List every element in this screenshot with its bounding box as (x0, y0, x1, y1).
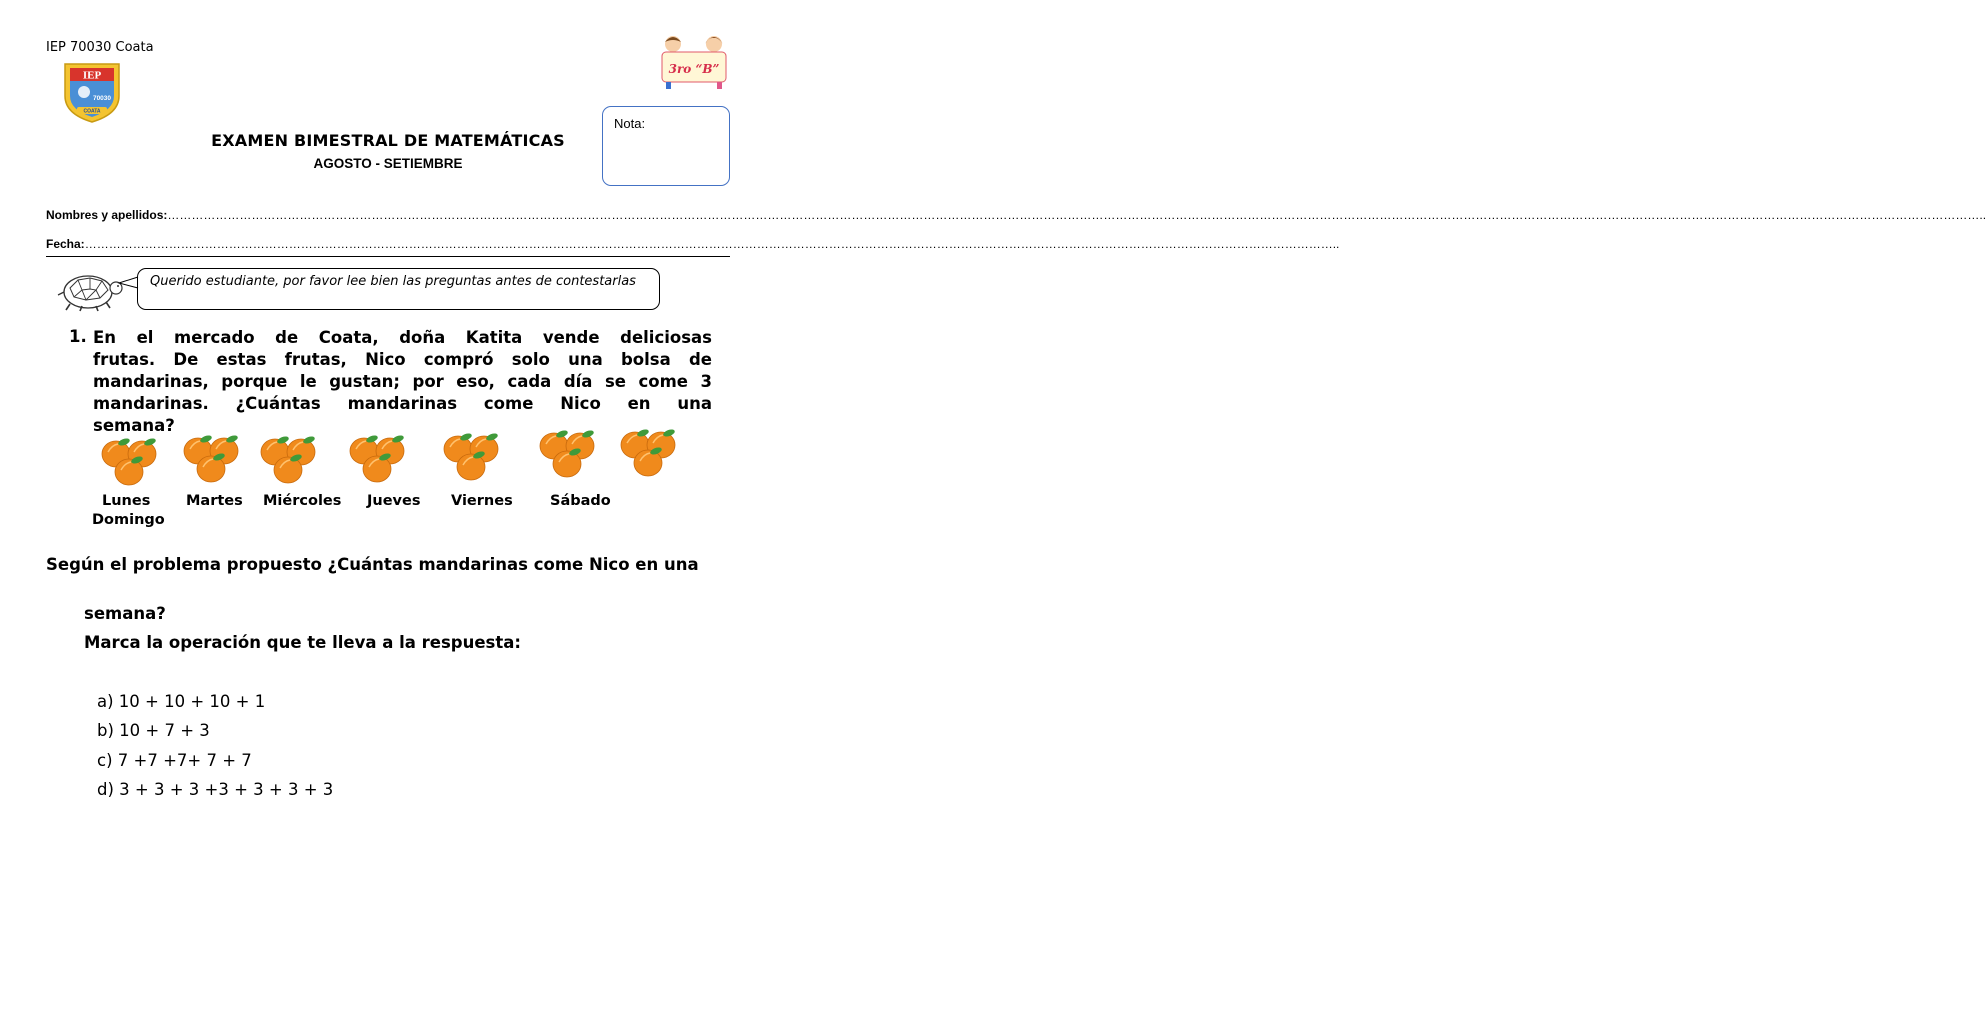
question-line-1: En el mercado de Coata, doña Katita vende deliciosas (93, 328, 712, 347)
day-label-wednesday: Miércoles (263, 493, 342, 509)
option-d[interactable]: d) 3 + 3 + 3 +3 + 3 + 3 + 3 (97, 780, 334, 799)
prompt-line-3: Marca la operación que te lleva a la respuesta: (84, 633, 521, 652)
speech-bubble (137, 268, 660, 310)
question-line-4: mandarinas. ¿Cuántas mandarinas come Nico en una (93, 394, 712, 413)
option-c[interactable]: c) 7 +7 +7+ 7 + 7 (97, 751, 252, 770)
mandarin-group-icon (346, 433, 410, 487)
crest-number: 70030 (92, 95, 112, 102)
crest-banner: COATA (83, 108, 101, 115)
mandarin-group-icon (617, 427, 681, 481)
mandarin-group-icon (180, 433, 244, 487)
kids-class-badge-image (656, 32, 732, 90)
mandarin-group-icon (440, 431, 504, 485)
mandarin-group-icon (257, 434, 321, 488)
question-text (93, 327, 712, 437)
turtle-icon (56, 268, 126, 312)
exam-title: EXAMEN BIMESTRAL DE MATEMÁTICAS (211, 131, 565, 150)
date-label: Fecha: (46, 237, 85, 251)
name-dots: ………………………………………………………………………………………………………………………………………………………………………………………………………………………………………………………………………………………………………………………………………………………………………………………………………………….. (167, 208, 1986, 222)
day-label-sunday: Domingo (92, 512, 165, 528)
question-line-5: semana? (93, 416, 175, 435)
day-label-thursday: Jueves (367, 493, 421, 509)
mandarin-group-icon (98, 436, 162, 490)
option-a[interactable]: a) 10 + 10 + 10 + 1 (97, 692, 266, 711)
date-dots: …………………………………………………………………………………………………………………………………………………………………………………………………………………………………………………………………………………….. (84, 237, 1340, 251)
question-number: 1. (69, 327, 87, 346)
question-line-3: mandarinas, porque le gustan; por eso, cada día se come 3 (93, 372, 712, 391)
crest-text: IEP (82, 69, 102, 82)
option-b[interactable]: b) 10 + 7 + 3 (97, 721, 210, 740)
school-crest-logo (62, 62, 122, 124)
date-field[interactable] (46, 237, 1339, 251)
question-line-2: frutas. De estas frutas, Nico compró solo una bolsa de (93, 350, 712, 369)
header-divider (46, 256, 730, 257)
class-badge-text: 3ro “B” (668, 62, 720, 76)
day-label-friday: Viernes (451, 493, 513, 509)
grade-label: Nota: (614, 116, 646, 131)
day-label-monday: Lunes (102, 493, 151, 509)
prompt-line-1: Según el problema propuesto ¿Cuántas mandarinas come Nico en una (46, 555, 699, 574)
school-name: IEP 70030 Coata (46, 40, 154, 55)
day-label-saturday: Sábado (550, 493, 611, 509)
bubble-text: Querido estudiante, por favor lee bien las preguntas antes de contestarlas (150, 274, 636, 289)
exam-subtitle: AGOSTO - SETIEMBRE (313, 156, 463, 171)
name-label: Nombres y apellidos: (46, 208, 168, 222)
prompt-line-2: semana? (84, 604, 166, 623)
day-label-tuesday: Martes (186, 493, 243, 509)
name-field[interactable] (46, 208, 1986, 222)
mandarin-group-icon (536, 428, 600, 482)
